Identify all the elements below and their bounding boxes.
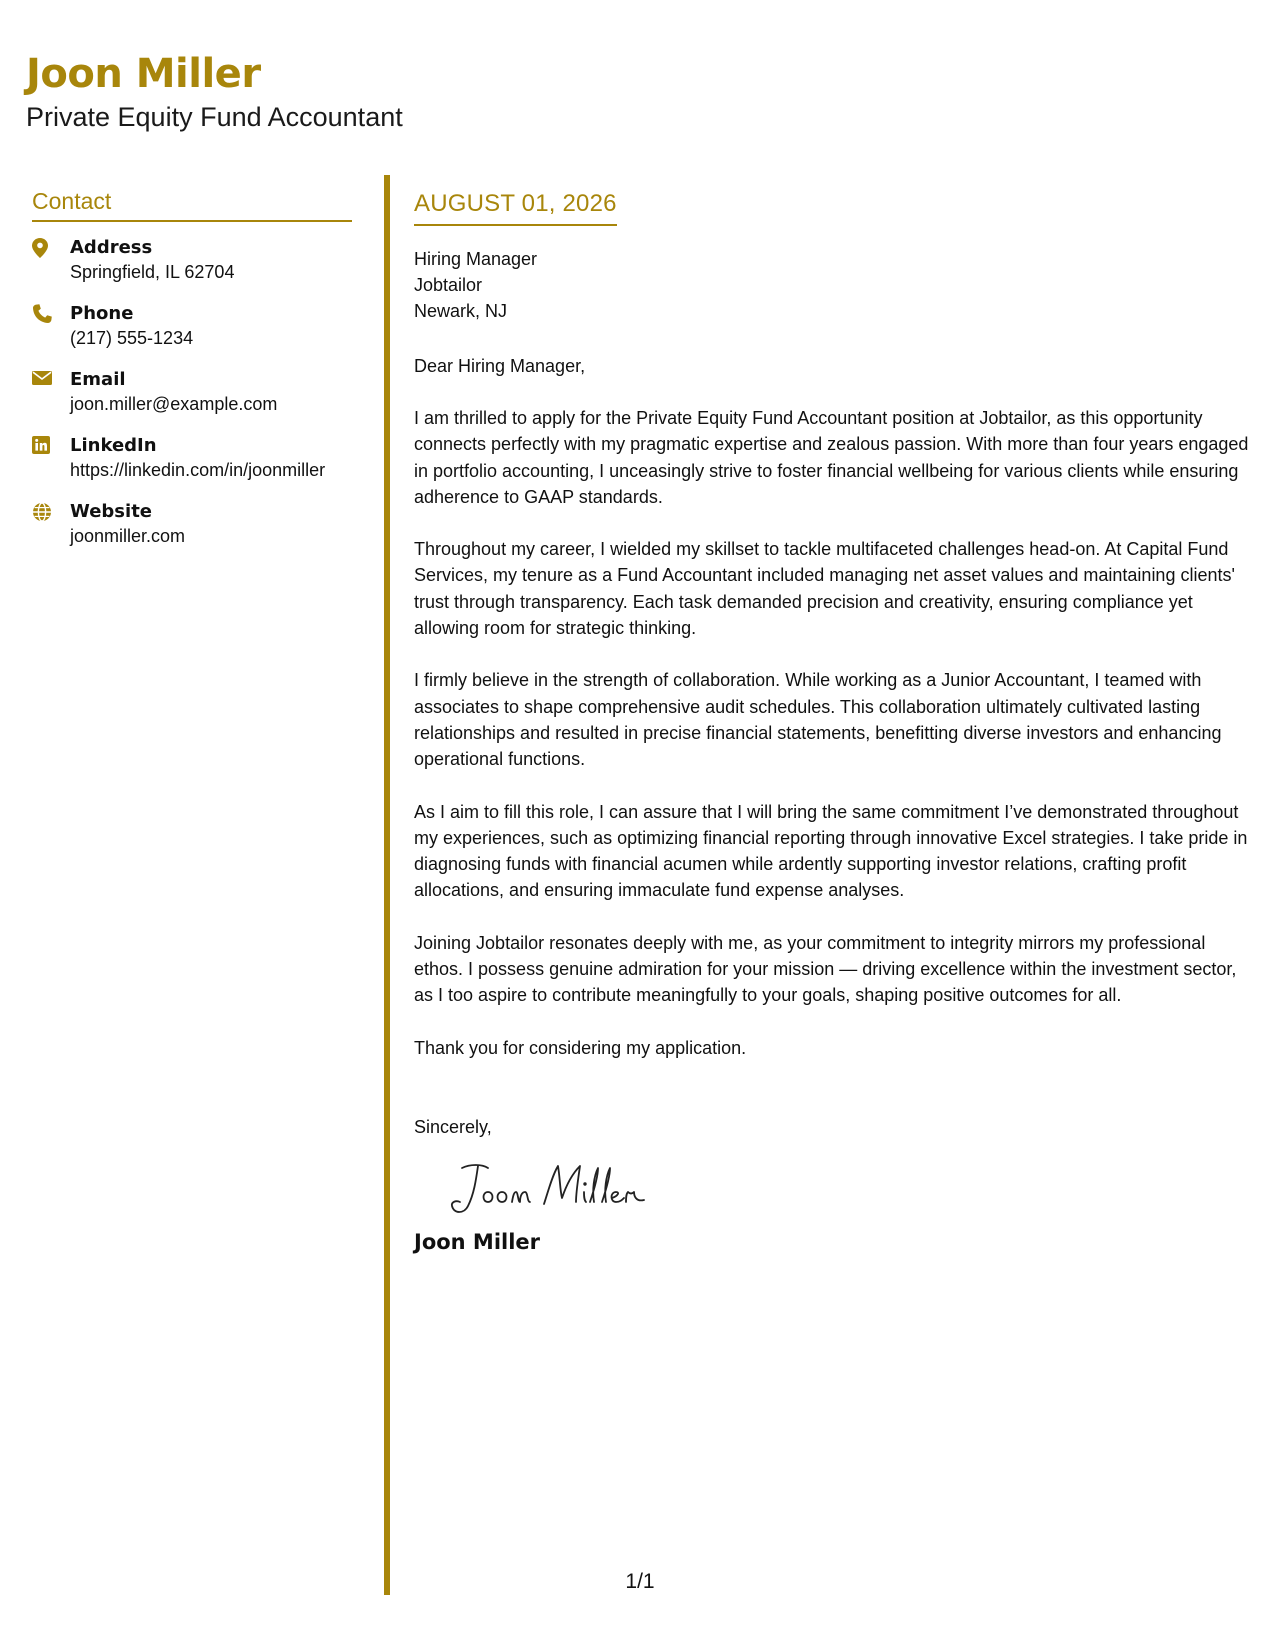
salutation: Dear Hiring Manager,	[414, 356, 586, 376]
job-title: Private Equity Fund Accountant	[26, 102, 403, 132]
resume-header	[26, 50, 403, 134]
body-paragraph: Thank you for considering my application.	[414, 1037, 747, 1058]
body-paragraph: Joining Jobtailor resonates deeply with me, as your commitment to integrity mirrors my professional ethos. I possess genuine admiration for your mission — driving excellence within the investment sector, as I too aspire to contribute meaningfully to your goals, shaping positive outcomes for all.	[414, 932, 1237, 1006]
body-paragraph: As I aim to fill this role, I can assure that I will bring the same commitment I’ve demonstrated throughout my experiences, such as optimizing financial reporting through innovative Excel strategies. I take pride in diagnosing funds with financial acumen while ardently supporting investor relations, crafting profit allocations, and ensuring immaculate fund expense analyses.	[414, 801, 1248, 901]
contact-address	[32, 236, 352, 285]
closing: Sincerely,	[414, 1116, 492, 1137]
contact-label: Phone	[70, 303, 134, 324]
contact-heading: Contact	[32, 188, 352, 222]
globe-icon	[32, 500, 70, 522]
website-value[interactable]: joonmiller.com	[70, 526, 186, 546]
handwritten-signature	[448, 1158, 1254, 1222]
letter-date: AUGUST 01, 2026	[414, 190, 617, 226]
contact-email	[32, 368, 352, 417]
contact-linkedin	[32, 434, 352, 483]
signer-name: Joon Miller	[414, 1229, 541, 1254]
email-value[interactable]: joon.miller@example.com	[70, 394, 278, 414]
contact-sidebar	[32, 188, 352, 566]
contact-label: Email	[70, 369, 126, 390]
applicant-name: Joon Miller	[26, 51, 261, 97]
page-number: 1/1	[625, 1570, 655, 1593]
letter-body	[414, 190, 1254, 1254]
linkedin-icon	[32, 434, 70, 454]
phone-value: (217) 555-1234	[70, 328, 194, 348]
recipient-company: Jobtailor	[414, 275, 483, 295]
body-paragraph: Throughout my career, I wielded my skillset to tackle multifaceted challenges head-on. At Capital Fund Services, my tenure as a Fund Accountant included managing net asset values and maintaining clients' trust through transparency. Each task demanded precision and creativity, ensuring compliance yet allowing room for strategic thinking.	[414, 539, 1235, 639]
linkedin-value[interactable]: https://linkedin.com/in/joonmiller	[70, 460, 326, 480]
recipient-location: Newark, NJ	[414, 301, 508, 321]
recipient-name: Hiring Manager	[414, 249, 538, 269]
body-paragraph: I am thrilled to apply for the Private Equity Fund Accountant position at Jobtailor, as this opportunity connects perfectly with my pragmatic expertise and zealous passion. With more than four years engaged in portfolio accounting, I unceasingly strive to foster financial wellbeing for various clients while ensuring adherence to GAAP standards.	[414, 408, 1249, 507]
contact-label: LinkedIn	[70, 435, 157, 456]
contact-label: Website	[70, 501, 153, 522]
contact-label: Address	[70, 237, 153, 258]
address-value: Springfield, IL 62704	[70, 262, 235, 282]
body-paragraph: I firmly believe in the strength of collaboration. While working as a Junior Accountant, I teamed with associates to shape comprehensive audit schedules. This collaboration ultimately cultivated lasting relationships and resulted in precise financial statements, benefitting diverse investors and enhancing operational functions.	[414, 670, 1222, 770]
recipient-block	[414, 246, 1254, 324]
contact-phone	[32, 302, 352, 351]
contact-website	[32, 500, 352, 549]
envelope-icon	[32, 368, 70, 386]
column-divider	[384, 175, 390, 1595]
map-pin-icon	[32, 236, 70, 258]
phone-icon	[32, 302, 70, 324]
